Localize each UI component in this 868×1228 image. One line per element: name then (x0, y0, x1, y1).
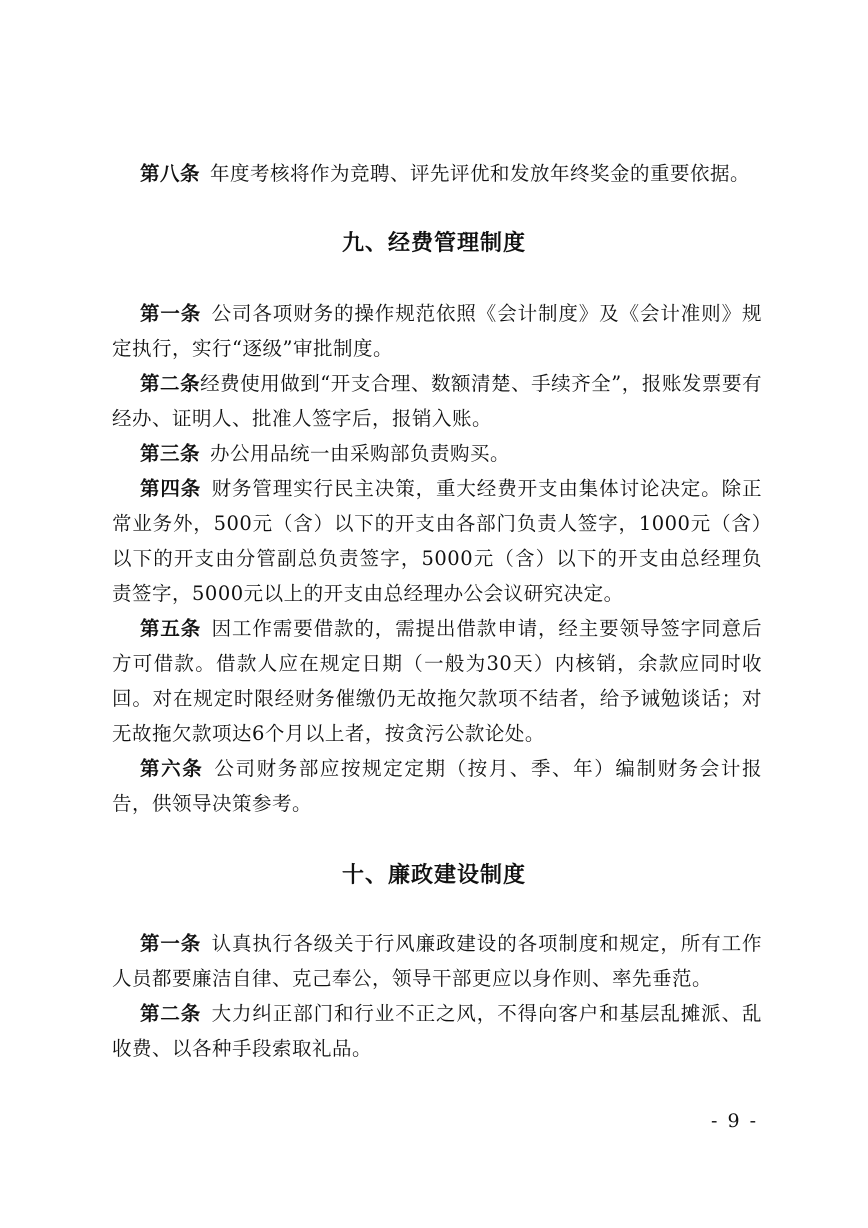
article-text: 财务管理实行民主决策，重大经费开支由集体讨论决定。除正常业务外，500元（含）以下的开支由各部门负责人签字，1000元（含）以下的开支由分管副总负责签字，5000元（含）以下的开支由总经理负责签字，5000元以上的开支由总经理办公会议研究决定。 (112, 477, 762, 605)
s9-article-5 (112, 611, 762, 751)
s9-article-6 (112, 751, 762, 821)
article-label: 第五条 (140, 617, 202, 640)
article-label: 第一条 (140, 932, 202, 955)
article-text: 办公用品统一由采购部负责购买。 (210, 442, 511, 465)
s9-article-2 (112, 366, 762, 436)
article-label: 第四条 (140, 477, 202, 500)
article-label: 第三条 (140, 442, 201, 465)
article-text: 经费使用做到“开支合理、数额清楚、手续齐全”，报账发票要有经办、证明人、批准人签字后，报销入账。 (112, 372, 762, 430)
s10-article-1 (112, 926, 762, 996)
article-label: 第八条 (140, 162, 201, 185)
s10-article-2 (112, 996, 762, 1066)
article-8 (112, 156, 762, 191)
article-label: 第二条 (140, 1002, 202, 1025)
article-text: 年度考核将作为竞聘、评先评优和发放年终奖金的重要依据。 (210, 162, 751, 185)
s9-article-4 (112, 471, 762, 611)
page-number: - 9 - (710, 1110, 758, 1132)
section-heading-10: 十、廉政建设制度 (341, 863, 526, 888)
section-heading-9: 九、经费管理制度 (341, 231, 526, 256)
article-text: 公司各项财务的操作规范依照《会计制度》及《会计准则》规定执行，实行“逐级”审批制度。 (112, 302, 762, 360)
s9-article-3 (112, 436, 762, 471)
article-text: 认真执行各级关于行风廉政建设的各项制度和规定，所有工作人员都要廉洁自律、克己奉公，领导干部更应以身作则、率先垂范。 (112, 932, 762, 990)
article-label: 第六条 (140, 757, 204, 780)
article-label: 第二条 (140, 372, 201, 395)
article-label: 第一条 (140, 302, 202, 325)
s9-article-1 (112, 296, 762, 366)
article-text: 公司财务部应按规定定期（按月、季、年）编制财务会计报告，供领导决策参考。 (112, 757, 762, 815)
article-text: 因工作需要借款的，需提出借款申请，经主要领导签字同意后方可借款。借款人应在规定日期（一般为30天）内核销，余款应同时收回。对在规定时限经财务催缴仍无故拖欠款项不结者，给予诫勉谈话；对无故拖欠款项达6个月以上者，按贪污公款论处。 (112, 617, 762, 745)
article-text: 大力纠正部门和行业不正之风，不得向客户和基层乱摊派、乱收费、以各种手段索取礼品。 (112, 1002, 762, 1060)
